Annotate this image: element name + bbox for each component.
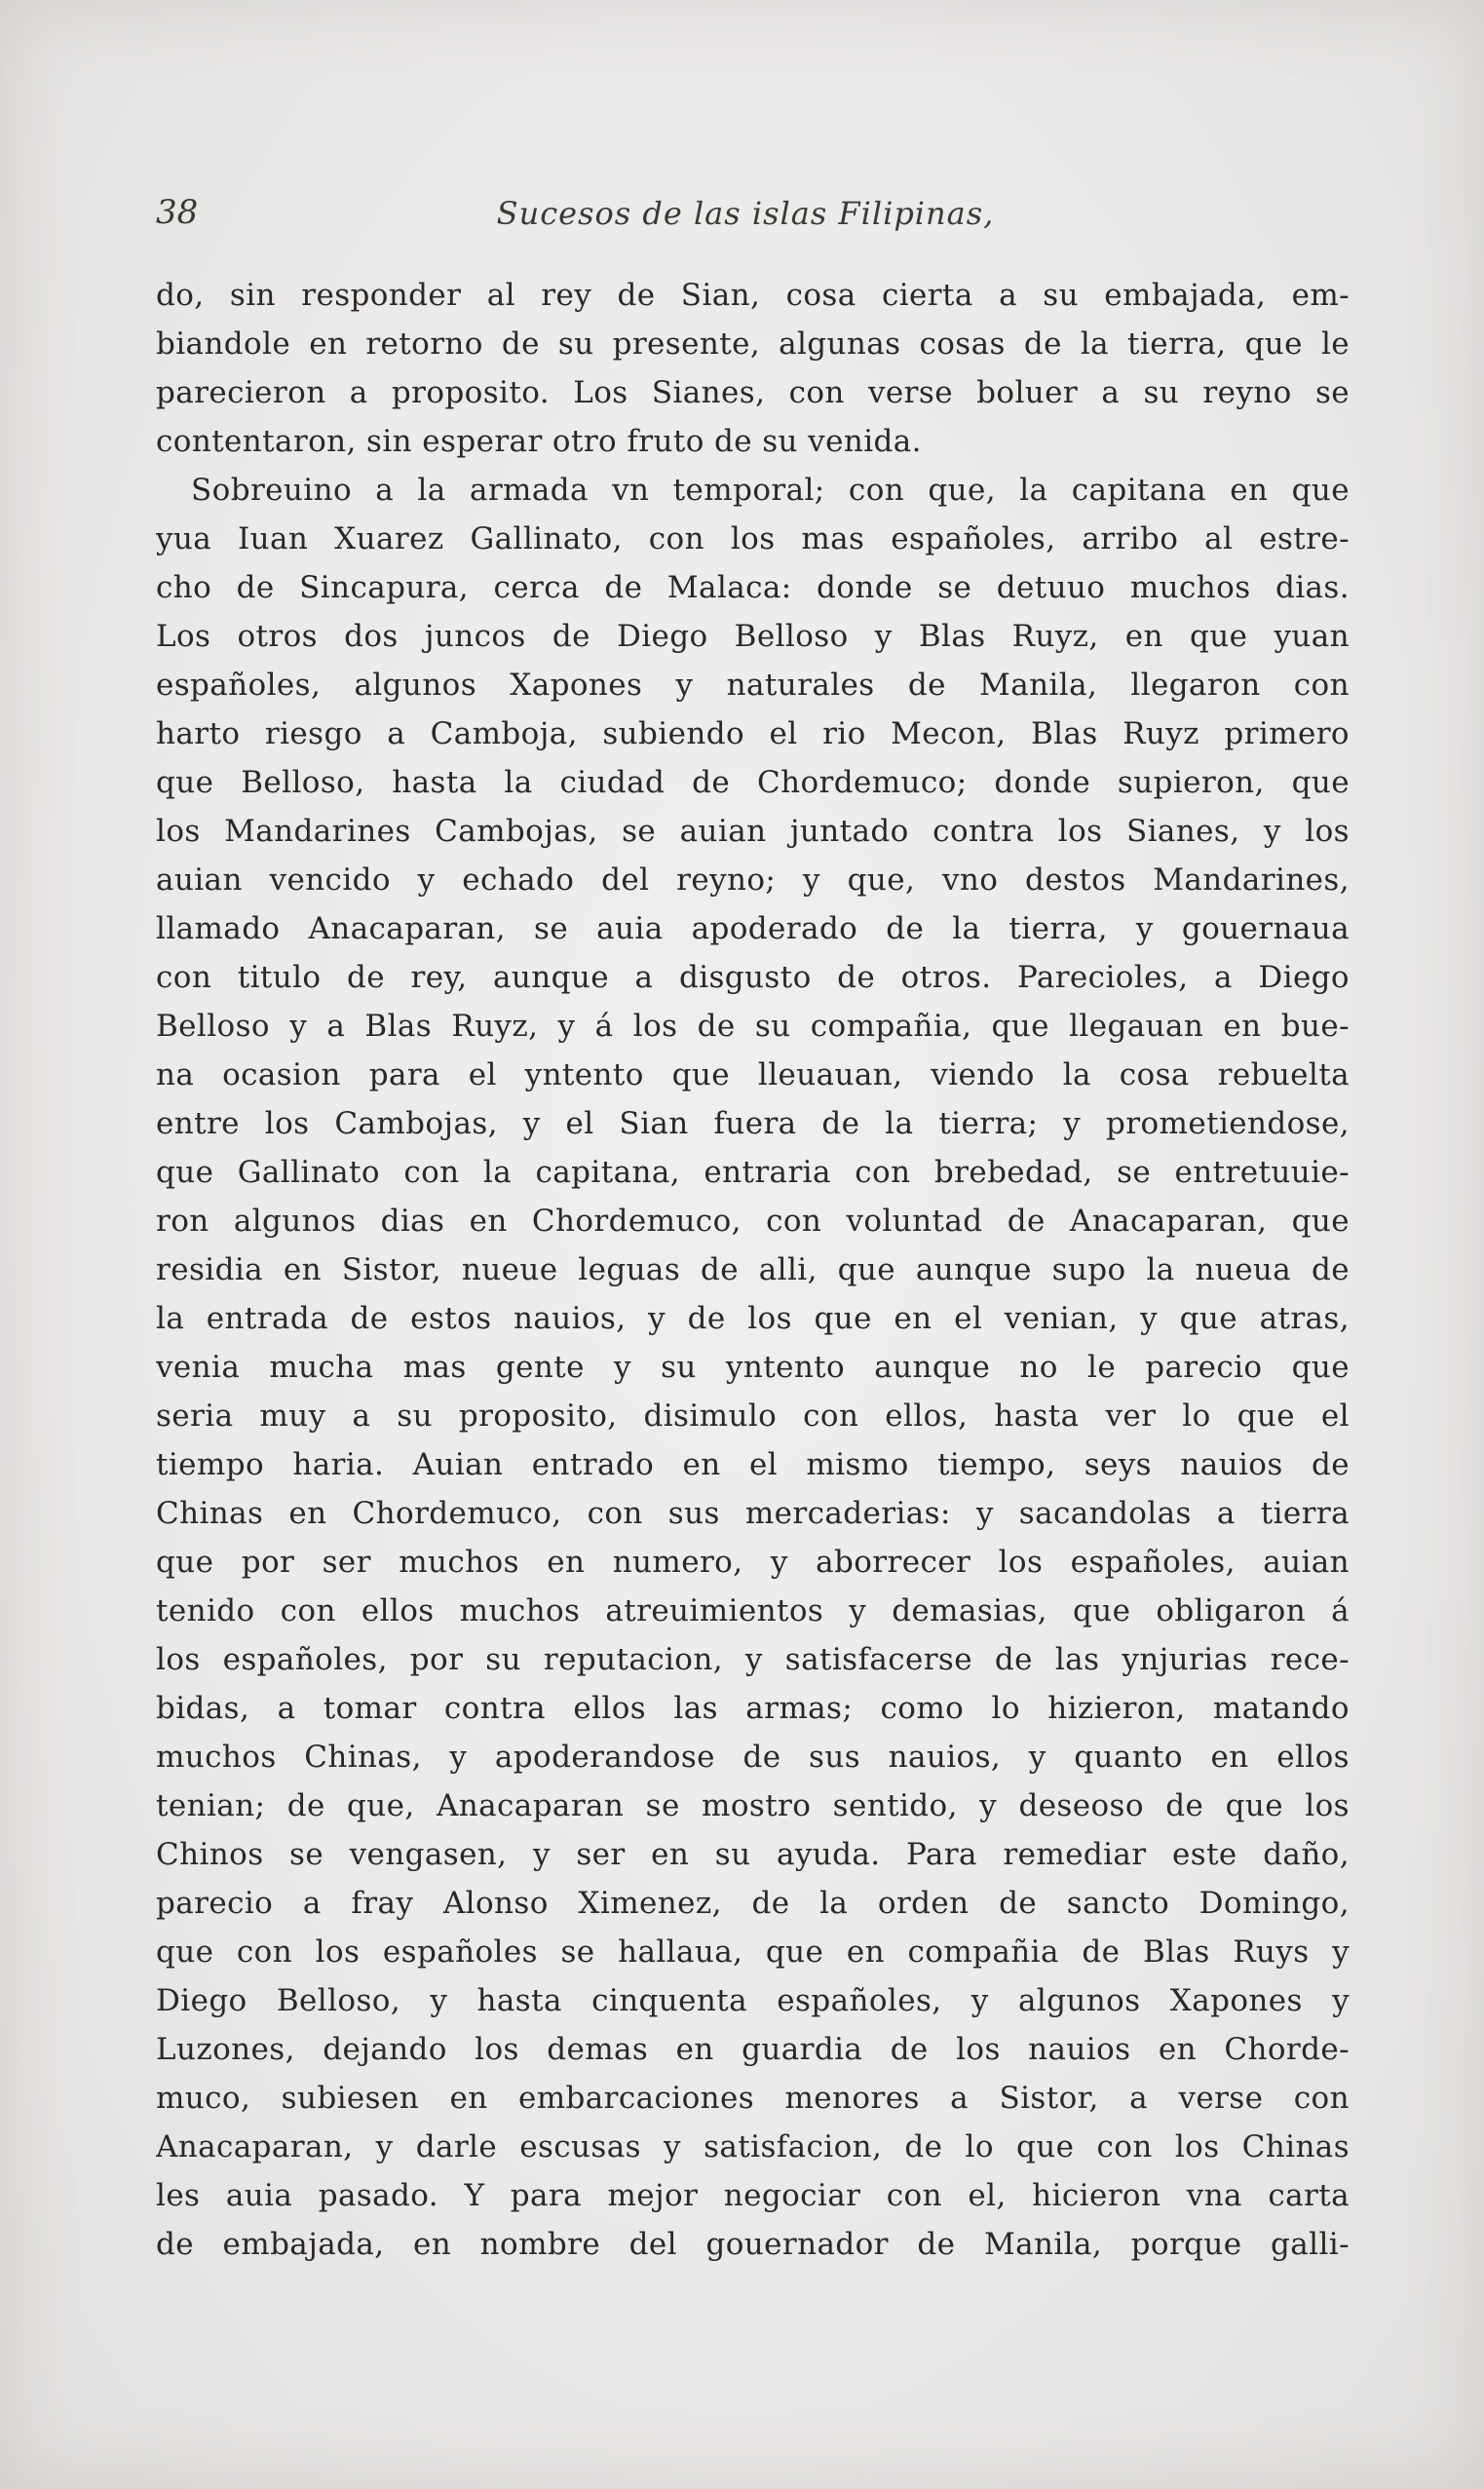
text-line: cho de Sincapura, cerca de Malaca: donde se detuuo muchos dias.: [156, 570, 1350, 605]
text-line: entre los Cambojas, y el Sian fuera de la tierra; y prometiendose,: [156, 1106, 1350, 1141]
text-line: de embajada, en nombre del gouernador de Manila, porque galli-: [156, 2227, 1350, 2262]
text-line: Luzones, dejando los demas en guardia de los nauios en Chorde-: [156, 2032, 1350, 2067]
text-line: biandole en retorno de su presente, algunas cosas de la tierra, que le: [156, 326, 1350, 362]
text-line: los españoles, por su reputacion, y satisfacerse de las ynjurias rece-: [156, 1642, 1350, 1677]
text-line: yua Iuan Xuarez Gallinato, con los mas españoles, arribo al estre-: [156, 521, 1350, 556]
running-title: Sucesos de las islas Filipinas,: [496, 195, 995, 232]
text-line: residia en Sistor, nueue leguas de alli, que aunque supo la nueua de: [156, 1252, 1350, 1287]
text-line: tenido con ellos muchos atreuimientos y demasias, que obligaron á: [156, 1593, 1350, 1628]
text-line: llamado Anacaparan, se auia apoderado de la tierra, y gouernaua: [156, 911, 1350, 946]
text-line: tiempo haria. Auian entrado en el mismo tiempo, seys nauios de: [156, 1447, 1350, 1482]
paragraph-start-line: Sobreuino a la armada vn temporal; con que, la capitana en que: [191, 473, 1350, 508]
text-line: bidas, a tomar contra ellos las armas; como lo hizieron, matando: [156, 1691, 1350, 1726]
text-line: Anacaparan, y darle escusas y satisfacion, de lo que con los Chinas: [156, 2129, 1350, 2164]
text-line: muchos Chinas, y apoderandose de sus nauios, y quanto en ellos: [156, 1740, 1350, 1775]
text-line: do, sin responder al rey de Sian, cosa cierta a su embajada, em-: [156, 278, 1350, 313]
text-line: españoles, algunos Xapones y naturales de Manila, llegaron con: [156, 668, 1350, 703]
text-line: venia mucha mas gente y su yntento aunque no le parecio que: [156, 1350, 1350, 1385]
text-line: parecieron a proposito. Los Sianes, con verse boluer a su reyno se: [156, 375, 1350, 410]
text-line: que con los españoles se hallaua, que en compañia de Blas Ruys y: [156, 1934, 1350, 1970]
text-line: parecio a fray Alonso Ximenez, de la orden de sancto Domingo,: [156, 1886, 1350, 1921]
text-line: Belloso y a Blas Ruyz, y á los de su compañia, que llegauan en bue-: [156, 1009, 1350, 1044]
text-line: Chinas en Chordemuco, con sus mercaderias: y sacandolas a tierra: [156, 1496, 1350, 1531]
text-line: ron algunos dias en Chordemuco, con voluntad de Anacaparan, que: [156, 1204, 1350, 1239]
text-line: Chinos se vengasen, y ser en su ayuda. Para remediar este daño,: [156, 1837, 1350, 1872]
body-text: [156, 271, 1350, 2269]
text-line: seria muy a su proposito, disimulo con ellos, hasta ver lo que el: [156, 1398, 1350, 1434]
text-line: harto riesgo a Camboja, subiendo el rio Mecon, Blas Ruyz primero: [156, 716, 1350, 751]
page-number: 38: [156, 193, 199, 232]
text-line: Los otros dos juncos de Diego Belloso y Blas Ruyz, en que yuan: [156, 619, 1350, 654]
text-line: contentaron, sin esperar otro fruto de su venida.: [156, 424, 922, 459]
text-line: Diego Belloso, y hasta cinquenta españoles, y algunos Xapones y: [156, 1983, 1350, 2018]
text-line: tenian; de que, Anacaparan se mostro sentido, y deseoso de que los: [156, 1788, 1350, 1823]
text-line: les auia pasado. Y para mejor negociar con el, hicieron vna carta: [156, 2178, 1350, 2213]
text-line: la entrada de estos nauios, y de los que en el venian, y que atras,: [156, 1301, 1350, 1336]
text-line: que por ser muchos en numero, y aborrecer los españoles, auian: [156, 1545, 1350, 1580]
page-header: [156, 193, 1335, 242]
text-line: con titulo de rey, aunque a disgusto de otros. Parecioles, a Diego: [156, 960, 1350, 995]
text-line: que Belloso, hasta la ciudad de Chordemuco; donde supieron, que: [156, 765, 1350, 800]
text-line: que Gallinato con la capitana, entraria con brebedad, se entretuuie-: [156, 1155, 1350, 1190]
text-line: los Mandarines Cambojas, se auian juntado contra los Sianes, y los: [156, 814, 1350, 849]
text-line: na ocasion para el yntento que lleuauan, viendo la cosa rebuelta: [156, 1057, 1350, 1092]
text-line: muco, subiesen en embarcaciones menores a Sistor, a verse con: [156, 2081, 1350, 2116]
text-line: auian vencido y echado del reyno; y que, vno destos Mandarines,: [156, 862, 1350, 898]
